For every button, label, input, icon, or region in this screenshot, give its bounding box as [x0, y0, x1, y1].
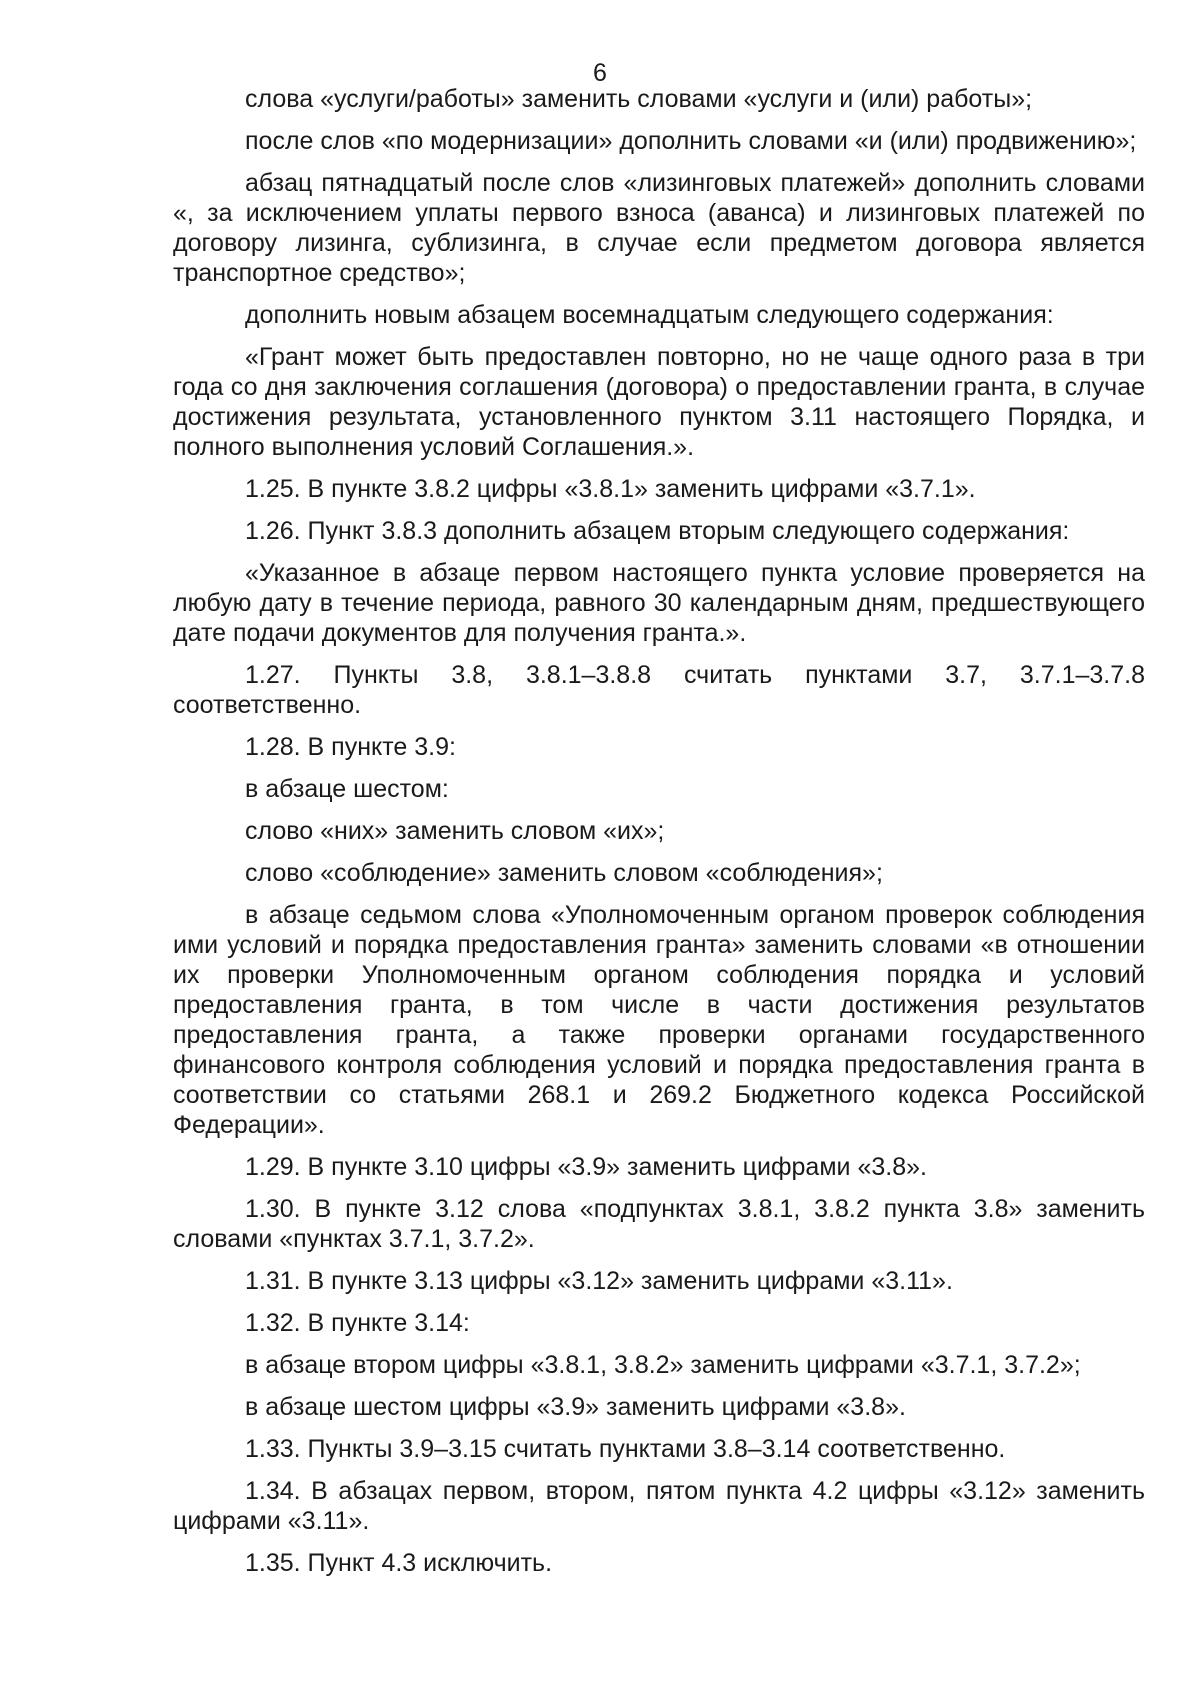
paragraph-14: в абзаце седьмом слова «Уполномоченным органом проверок соблюдения ими условий и порядка предоставления гранта» заменить словами «в отношении их проверки Уполномоченным органом соблюдения порядка и условий предоставления гранта, в том числе в части достижения результатов предоставления гранта, а также проверки органами государственного финансового контроля соблюдения условий и порядка предоставления гранта в соответствии со статьями 268.1 и 269.2 Бюджетного кодекса Российской Федерации».: [173, 901, 1145, 1139]
paragraph-9: 1.27. Пункты 3.8, 3.8.1–3.8.8 считать пунктами 3.7, 3.7.1–3.7.8 соответственно.: [173, 661, 1145, 719]
page-number: 6: [593, 59, 607, 87]
paragraph-18: 1.32. В пункте 3.14:: [245, 1309, 470, 1337]
paragraph-11: в абзаце шестом:: [245, 775, 449, 803]
paragraph-3: абзац пятнадцатый после слов «лизинговых платежей» дополнить словами «, за исключением уплаты первого взноса (аванса) и лизинговых платежей по договору лизинга, сублизинга, в случае если предметом договора является транспортное средство»;: [173, 169, 1145, 287]
paragraph-15: 1.29. В пункте 3.10 цифры «3.9» заменить цифрами «3.8».: [245, 1153, 927, 1181]
paragraph-8: «Указанное в абзаце первом настоящего пункта условие проверяется на любую дату в течение периода, равного 30 календарным дням, предшествующего дате подачи документов для получения гранта.».: [173, 559, 1145, 647]
paragraph-23: 1.35. Пункт 4.3 исключить.: [245, 1549, 553, 1577]
paragraph-13: слово «соблюдение» заменить словом «соблюдения»;: [245, 859, 883, 887]
paragraph-19: в абзаце втором цифры «3.8.1, 3.8.2» заменить цифрами «3.7.1, 3.7.2»;: [245, 1351, 1081, 1379]
paragraph-20: в абзаце шестом цифры «3.9» заменить цифрами «3.8».: [245, 1393, 906, 1421]
document-body: [173, 84, 1145, 1590]
paragraph-1: слова «услуги/работы» заменить словами «услуги и (или) работы»;: [245, 85, 1033, 113]
paragraph-16: 1.30. В пункте 3.12 слова «подпунктах 3.8.1, 3.8.2 пункта 3.8» заменить словами «пунктах 3.7.1, 3.7.2».: [173, 1195, 1145, 1253]
paragraph-2: после слов «по модернизации» дополнить словами «и (или) продвижению»;: [245, 127, 1137, 155]
paragraph-10: 1.28. В пункте 3.9:: [245, 733, 456, 761]
paragraph-22: 1.34. В абзацах первом, втором, пятом пункта 4.2 цифры «3.12» заменить цифрами «3.11».: [173, 1477, 1145, 1535]
paragraph-5: «Грант может быть предоставлен повторно, но не чаще одного раза в три года со дня заключения соглашения (договора) о предоставлении гранта, в случае достижения результата, установленного пунктом 3.11 настоящего Порядка, и полного выполнения условий Соглашения.».: [173, 343, 1145, 461]
paragraph-12: слово «них» заменить словом «их»;: [245, 817, 665, 845]
paragraph-21: 1.33. Пункты 3.9–3.15 считать пунктами 3.8–3.14 соответственно.: [245, 1435, 1006, 1463]
paragraph-7: 1.26. Пункт 3.8.3 дополнить абзацем вторым следующего содержания:: [245, 517, 1070, 545]
paragraph-6: 1.25. В пункте 3.8.2 цифры «3.8.1» заменить цифрами «3.7.1».: [245, 475, 976, 503]
paragraph-17: 1.31. В пункте 3.13 цифры «3.12» заменить цифрами «3.11».: [245, 1267, 953, 1295]
paragraph-4: дополнить новым абзацем восемнадцатым следующего содержания:: [245, 301, 1054, 329]
